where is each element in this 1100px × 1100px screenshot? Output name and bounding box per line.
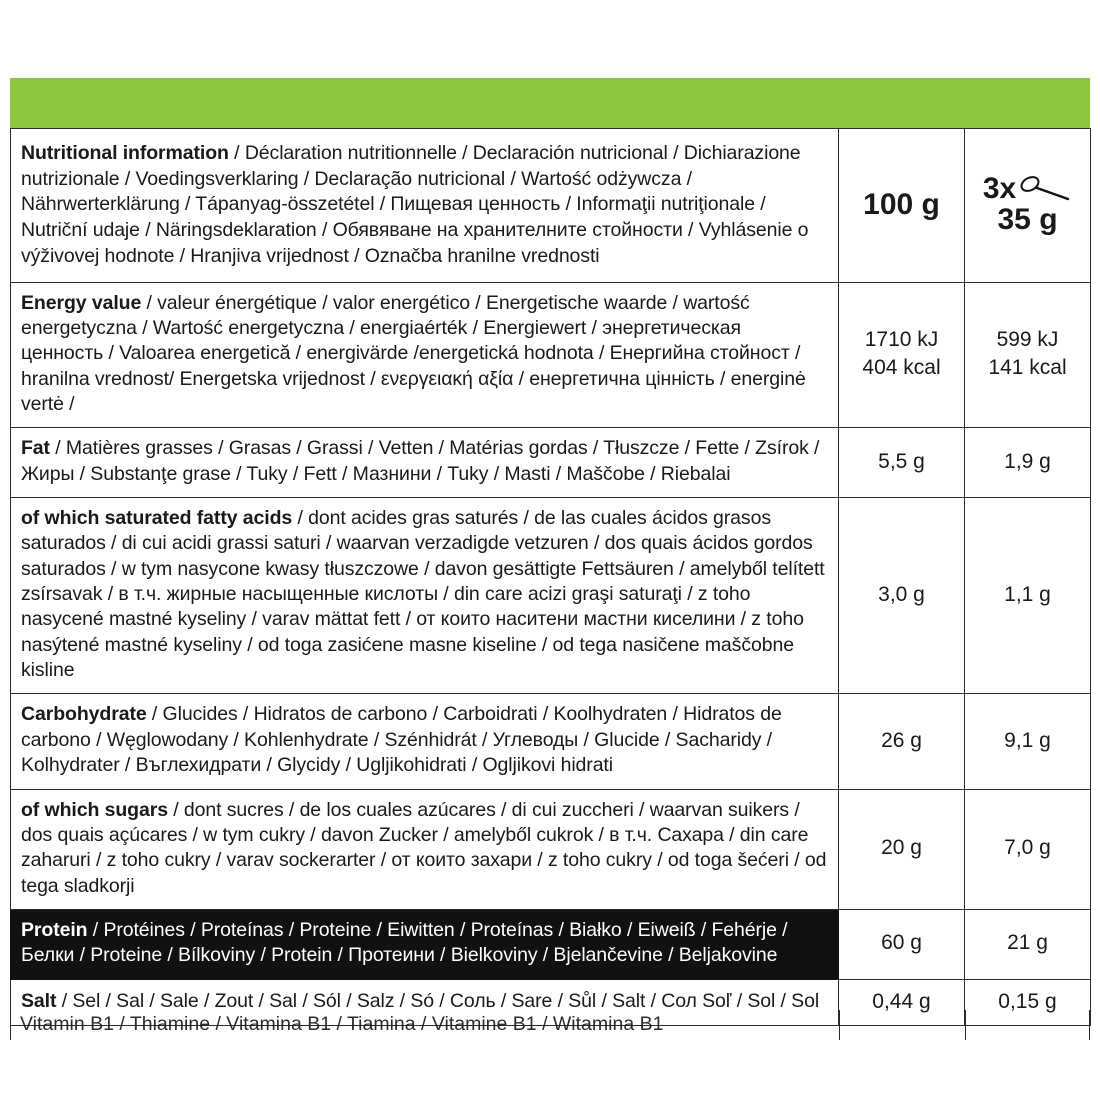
table-header-row (11, 129, 1091, 283)
table-row (11, 428, 1091, 498)
header-serving-cell (965, 129, 1091, 283)
row-serving-cell (965, 909, 1091, 979)
header-serving-multiplier: 3x (982, 171, 1017, 205)
row-per-100g-value: 20 g (881, 836, 922, 860)
table-row (11, 282, 1091, 428)
row-serving-value-kj: 599 kJ (996, 328, 1059, 352)
row-per-100g-cell (839, 428, 965, 498)
row-description-text: of which sugars / dont sucres / de los cuales azúcares / di cui zuccheri / waarvan suikers / dos quais açúcares / w tym cukry / davon Zucker / amelyből cukrok / в т.ч. Cахара / din care zaharuri / z toho cukry / varav sockerarter / от които захари / z toho cukry / od toga šećeri / od tega sladkorji (21, 798, 827, 897)
nutrition-table-wrapper (10, 128, 1090, 1026)
row-per-100g-cell (839, 498, 965, 694)
row-serving-value: 0,15 g (998, 989, 1057, 1013)
table-row (11, 694, 1091, 789)
row-description-text: of which saturated fatty acids / dont acides gras saturés / de las cuales ácidos grasos saturados / di cui acidi grassi saturi / waarvan verzadigde vetzuren / dos quais ácidos gordos saturados / w tym nasycone kwasy tłuszczowe / davon gesättigte Fettsäuren / amelyből telített zsírsavak / в т.ч. жирные насыщенные кислоты / din care acizi graşi saturaţi / z toho nasycené mastné kyseliny / varav mättat fett / от които наситени мастни киселини / z toho nasýtené mastné kyseliny / od toga zasićene masne kiseline / od tega nasičene maščobne kisline (21, 507, 825, 682)
row-description-cell (11, 428, 839, 498)
row-serving-value-kcal: 141 kcal (988, 356, 1067, 380)
table-row (11, 789, 1091, 909)
row-per-100g-cell (839, 282, 965, 428)
row-serving-cell (965, 694, 1091, 789)
cutoff-row-text: Vitamin B1 / Thiamine / Vitamina B1 / Tiamina / Vitamine B1 / Witamina B1 (20, 1016, 664, 1035)
row-per-100g-cell (839, 789, 965, 909)
row-per-100g-value: 60 g (881, 931, 922, 955)
nutrition-table (10, 128, 1091, 1026)
table-row-highlighted (11, 909, 1091, 979)
header-per-100g-cell (839, 129, 965, 283)
spoon-icon (1018, 175, 1072, 201)
row-serving-cell (965, 498, 1091, 694)
row-serving-cell (965, 789, 1091, 909)
row-serving-value: 9,1 g (1004, 728, 1051, 752)
row-serving-value: 7,0 g (1004, 836, 1051, 860)
row-serving-value: 1,1 g (1004, 582, 1051, 606)
row-description-text: Salt / Sel / Sal / Sale / Zout / Sal / Sól / Salz / Só / Соль / Sare / Sůl / Salt / Сол Soľ / Sol / Sol (21, 989, 820, 1012)
cutoff-row (10, 1016, 1090, 1038)
row-description-cell (11, 694, 839, 789)
row-per-100g-value: 3,0 g (878, 582, 925, 606)
row-description-cell (11, 909, 839, 979)
header-description-text: Nutritional information / Déclaration nutritionnelle / Declaración nutricional / Dichiarazione nutrizionale / Voedingsverklaring / Declaração nutricional / Wartość odżywcza / Nährwerterklärung / Tápanyag-összetétel / Пищевая ценность / Informaţii nutriţionale / Nutriční udaje / Näringsdeklaration / Обявяване на хранителните стойности / Vyhlásenie o výživovej hodnote / Hranjiva vrijednost / Označba hranilne vrednosti (21, 142, 809, 267)
row-description-text: Energy value / valeur énergétique / valor energético / Energetische waarde / wartość energetyczna / Wartość energetyczna / energiaérték / Energiewert / энергетическая ценность / Valoarea energetică / energivärde /energetická hodnota / Енергийна стойност / hranilna vrednost/ Energetska vrijednost / ενεργειακή αξία / енергетична цінність / energinė vertė / (21, 291, 806, 416)
header-serving-weight: 35 g (997, 203, 1058, 237)
green-accent-bar (10, 78, 1090, 128)
row-per-100g-cell (839, 694, 965, 789)
row-serving-cell (965, 282, 1091, 428)
row-description-text: Carbohydrate / Glucides / Hidratos de carbono / Carboidrati / Koolhydraten / Hidratos de carbono / Węglowodany / Kohlenhydrate / Szénhidrát / Углеводы / Glucide / Sacharidy / Kolhydrater / Въглехидрати / Glycidy / Ugljikohidrati / Ogljikovi hidrati (21, 703, 782, 777)
row-serving-cell (965, 428, 1091, 498)
table-row (11, 498, 1091, 694)
row-per-100g-value: 26 g (881, 728, 922, 752)
row-per-100g-value-kj: 1710 kJ (864, 328, 939, 352)
row-description-cell (11, 789, 839, 909)
row-serving-value: 1,9 g (1004, 449, 1051, 473)
header-description-cell (11, 129, 839, 283)
row-description-cell (11, 498, 839, 694)
row-description-text: Fat / Matières grasses / Grasas / Grassi / Vetten / Matérias gordas / Tłuszcze / Fette / Zsírok / Жиры / Substanţe grase / Tuky / Fett / Мазнини / Tuky / Masti / Maščobe / Riebalai (21, 437, 820, 485)
row-per-100g-value: 0,44 g (872, 989, 931, 1013)
row-description-text: Protein / Protéines / Proteínas / Proteine / Eiwitten / Proteínas / Białko / Eiweiß / Fehérje / Белки / Proteine / Bílkoviny / Protein / Протеини / Bielkoviny / Bjelančevine / Beljakovine (21, 918, 788, 967)
row-per-100g-cell (839, 909, 965, 979)
row-serving-value: 21 g (1007, 931, 1048, 955)
header-per-100g-value: 100 g (863, 187, 940, 221)
row-per-100g-value: 5,5 g (878, 449, 925, 473)
row-per-100g-value-kcal: 404 kcal (862, 356, 941, 380)
row-description-cell (11, 282, 839, 428)
